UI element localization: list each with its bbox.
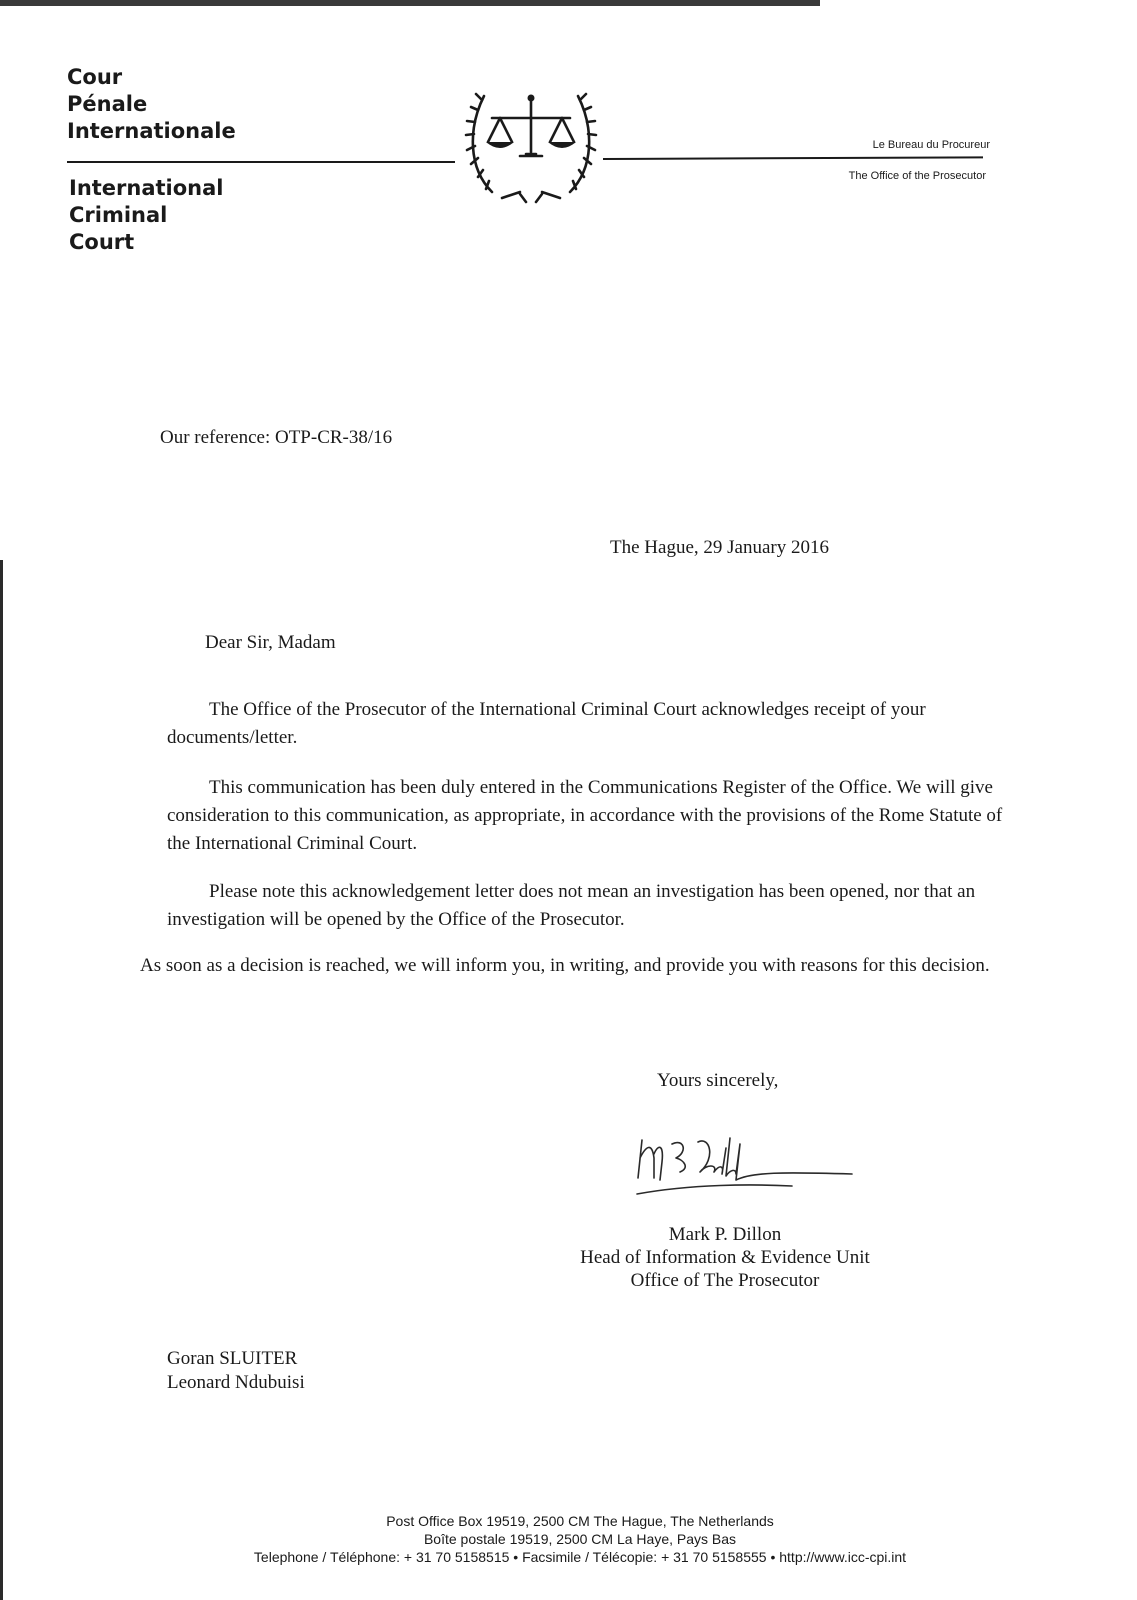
header-rule-left [67,161,455,163]
recipient-list [167,1347,305,1395]
court-name-english: International Criminal Court [69,176,224,254]
signer-office: Office of The Prosecutor [630,1270,820,1291]
signer-title: Head of Information & Evidence Unit [580,1247,870,1268]
recipient-name: Goran SLUITER [167,1348,298,1369]
header-rule-right [603,156,983,160]
letter-paragraph: This communication has been duly entered in the Communications Register of the Office. We will give consideration to this communication, as appropriate, in accordance with the provisions of the Rome Statute of the International Criminal Court. [167,777,1003,854]
office-name-french: Le Bureau du Procureur [872,139,990,151]
handwritten-signature [632,1128,882,1200]
recipient-name: Leonard Ndubuisi [167,1372,305,1393]
letter-footer [200,1512,960,1566]
footer-contact: Telephone / Téléphone: + 31 70 5158515 • Facsimile / Télécopie: + 31 70 5158555 • http://www.icc-cpi.int [253,1549,907,1565]
signer-name: Mark P. Dillon [668,1224,782,1245]
letter-paragraph: Please note this acknowledgement letter does not mean an investigation has been opened, nor that an investigation will be opened by the Office of the Prosecutor. [167,881,976,930]
scan-top-edge [0,0,820,6]
letter-reference: Our reference: OTP-CR-38/16 [160,427,393,448]
letter-salutation: Dear Sir, Madam [205,632,336,653]
footer-address-en: Post Office Box 19519, 2500 CM The Hague, The Netherlands [386,1513,774,1529]
letter-place-date: The Hague, 29 January 2016 [610,537,829,558]
letter-closing: Yours sincerely, [657,1070,779,1091]
letter-paragraph: As soon as a decision is reached, we will inform you, in writing, and provide you with reasons for this decision. [140,955,990,976]
letter-paragraph: The Office of the Prosecutor of the International Criminal Court acknowledges receipt of your documents/letter. [167,699,926,748]
scan-left-edge [0,560,3,1600]
signer-block [570,1223,880,1292]
footer-address-fr: Boîte postale 19519, 2500 CM La Haye, Pays Bas [423,1531,737,1547]
scales-of-justice-laurel-icon [462,88,600,212]
court-name-french: Cour Pénale Internationale [67,65,236,143]
office-name-english: The Office of the Prosecutor [848,170,986,182]
